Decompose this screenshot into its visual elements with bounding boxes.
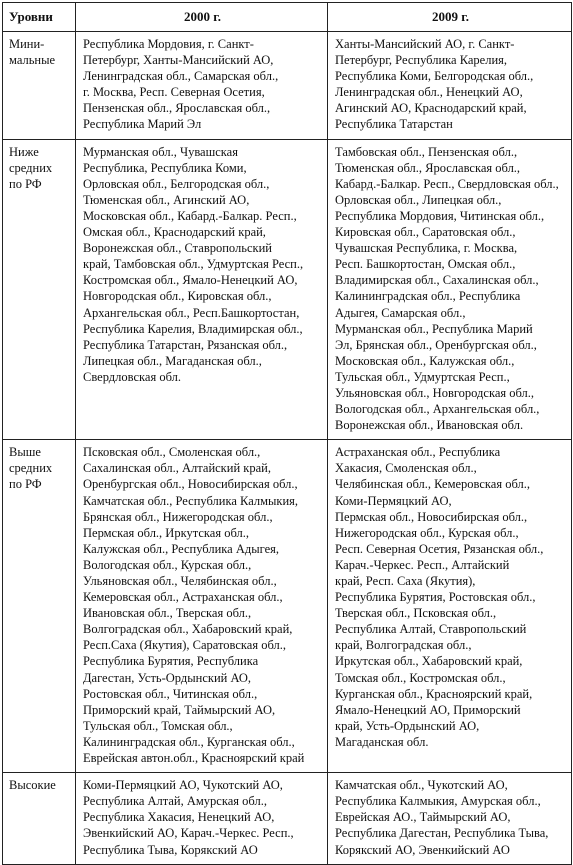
regions-2000-list: Мурманская обл., Чувашская Республика, Республика Коми, Орловская обл., Белгородская обл., Тюменская обл., Агинский АО, Московская обл., Кабард.-Балкар. Респ., Омская обл., Краснодарский край, Воронежская обл., Ставропольский край, Тамбовская обл., Удмуртская Респ., Костромская обл., Ямало-Ненецкий АО, Новгородская обл., Кировская обл., Архангельская обл., Респ.Башкортостан, Республика Карелия, Владимирская обл., Республика Татарстан, Рязанская обл., Липецкая обл., Магаданская обл., Свердловская обл.: [83, 144, 304, 384]
table-header: [3, 3, 572, 32]
level-label: Высокие: [9, 778, 56, 793]
table-row-above-average: [3, 440, 572, 773]
table-row-minimal: [3, 32, 572, 140]
regions-2000-list: Псковская обл., Смоленская обл., Сахалинская обл., Алтайский край, Оренбургская обл., Новосибирская обл., Камчатская обл., Республика Калмыкия, Брянская обл., Нижегородская обл., Пермская обл., Иркутская обл., Калужская обл., Республика Адыгея, Вологодская обл., Курская обл., Ульяновская обл., Челябинская обл., Кемеровская обл., Астраханская обл., Ивановская обл., Тверская обл., Волгоградская обл., Хабаровский край, Респ.Саха (Якутия), Саратовская обл., Республика Бурятия, Республика Дагестан, Усть-Ордынский АО, Ростовская обл., Читинская обл., Приморский край, Таймырский АО, Тульская обл., Томская обл., Калининградская обл., Курганская обл., Еврейская автон.обл., Красноярский край: [83, 445, 305, 766]
regions-2009-list: Астраханская обл., Республика Хакасия, Смоленская обл., Челябинская обл., Кемеровская обл., Коми-Пермяцкий АО, Пермская обл., Новосибирская обл., Нижегородская обл., Курская обл., Респ. Северная Осетия, Рязанская обл., Карач.-Черкес. Респ., Алтайский край, Респ. Саха (Якутия), Республика Бурятия, Ростовская обл., Тверская обл., Псковская обл., Республика Алтай, Ставропольский край, Волгоградская обл., Иркутская обл., Хабаровский край, Томская обл., Костромская обл., Курганская обл., Красноярский край, Ямало-Ненецкий АО, Приморский край, Усть-Ордынский АО, Магаданская обл.: [335, 445, 544, 749]
level-label: Мини- мальные: [9, 37, 56, 68]
regions-2000-list: Коми-Пермяцкий АО, Чукотский АО, Республика Алтай, Амурская обл., Республика Хакасия, Ненецкий АО, Эвенкийский АО, Карач.-Черкес. Респ., Республика Тыва, Корякский АО: [83, 778, 294, 857]
level-label: Ниже средних по РФ: [9, 144, 53, 191]
regions-2000-cell: [76, 32, 328, 140]
level-cell: [3, 32, 76, 140]
level-cell: [3, 139, 76, 440]
regions-2000-cell: [76, 139, 328, 440]
regions-2000-cell: [76, 440, 328, 773]
regions-2000-list: Республика Мордовия, г. Санкт- Петербург, Ханты-Мансийский АО, Ленинградская обл., Самарская обл., г. Москва, Респ. Северная Осетия, Пензенская обл., Ярославская обл., Республика Марий Эл: [83, 37, 279, 132]
regions-2000-cell: [76, 773, 328, 864]
header-level: Уровни: [3, 3, 76, 32]
regions-2009-list: Тамбовская обл., Пензенская обл., Тюменская обл., Ярославская обл., Кабард.-Балкар. Респ., Свердловская обл., Орловская обл., Липецкая обл., Республика Мордовия, Читинская обл., Кировская обл., Саратовская обл., Чувашская Республика, г. Москва, Респ. Башкортостан, Омская обл., Владимирская обл., Сахалинская обл., Калининградская обл., Республика Адыгея, Самарская обл., Мурманская обл., Республика Марий Эл, Брянская обл., Оренбургская обл., Московская обл., Калужская обл., Тульская обл., Удмуртская Респ., Ульяновская обл., Новгородская обл., Вологодская обл., Архангельская обл., Воронежская обл., Ивановская обл.: [335, 144, 559, 433]
level-cell: [3, 773, 76, 864]
header-year-2009: 2009 г.: [328, 3, 572, 32]
header-row: [3, 3, 572, 32]
regions-2009-cell: [328, 139, 572, 440]
table-body: [3, 32, 572, 865]
table-row-below-average: [3, 139, 572, 440]
regions-2009-cell: [328, 773, 572, 864]
regions-2009-list: Ханты-Мансийский АО, г. Санкт- Петербург, Республика Карелия, Республика Коми, Белгородская обл., Ленинградская обл., Ненецкий АО, Агинский АО, Краснодарский край, Республика Татарстан: [335, 37, 534, 132]
level-label: Выше средних по РФ: [9, 445, 53, 492]
regions-table: [2, 2, 572, 865]
table-row-high: [3, 773, 572, 864]
regions-2009-cell: [328, 32, 572, 140]
regions-2009-cell: [328, 440, 572, 773]
header-year-2000: 2000 г.: [76, 3, 328, 32]
level-cell: [3, 440, 76, 773]
regions-2009-list: Камчатская обл., Чукотский АО, Республика Калмыкия, Амурская обл., Еврейская АО., Таймырский АО, Республика Дагестан, Республика Тыва, Корякский АО, Эвенкийский АО: [335, 778, 549, 857]
